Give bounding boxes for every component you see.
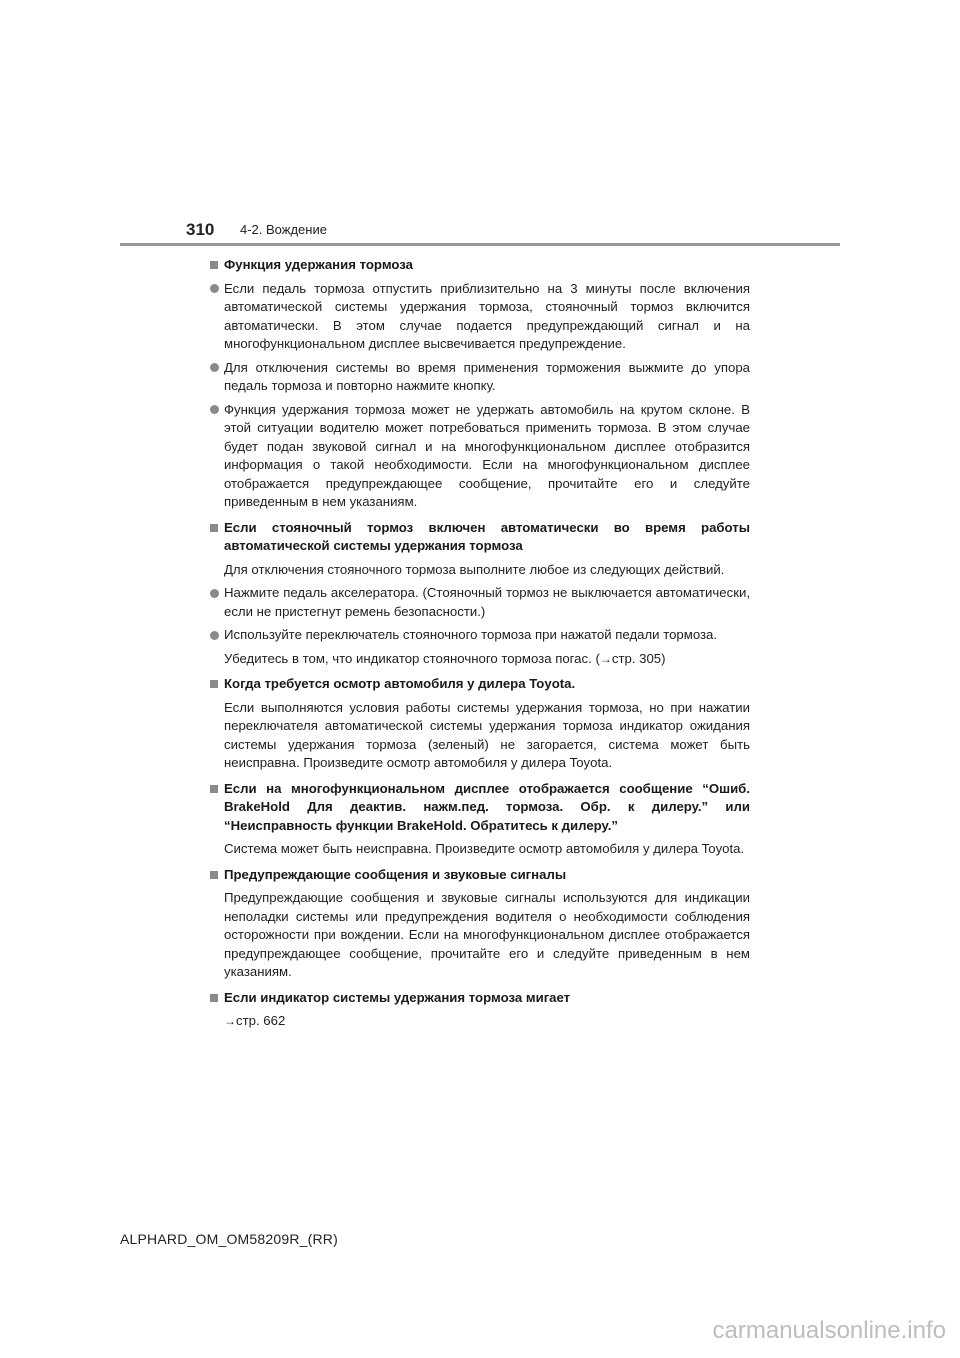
arrow-right-icon: →: [224, 1014, 236, 1028]
section-heading: Если стояночный тормоз включен автоматически во время работы автоматической системы удержания тормоза: [210, 519, 750, 556]
circle-bullet-icon: [210, 280, 224, 299]
section-indicator-flashing: [210, 989, 750, 1031]
section-heading: Функция удержания тормоза: [210, 256, 750, 275]
section-heading: Если индикатор системы удержания тормоза мигает: [210, 989, 750, 1008]
header-divider: [120, 243, 840, 246]
page-link[interactable]: стр. 305): [611, 650, 666, 666]
section-warning-messages: [210, 866, 750, 982]
circle-bullet-icon: [210, 401, 224, 420]
section-reference-line: [210, 1012, 750, 1031]
circle-bullet-icon: [210, 584, 224, 603]
section-reference: 4-2. Вождение: [240, 222, 327, 237]
arrow-right-icon: →: [599, 651, 612, 666]
section-text: Предупреждающие сообщения и звуковые сигналы используются для индикации неполадки системы или предупреждения водителя о необходимости соблюдения осторожности при вождении. Если на многофункциональном дисплее отображается предупреждающее сообщение, прочитайте его и следуйте приведенным в нем указаниям.: [224, 890, 750, 979]
watermark: carmanualsonline.info: [712, 1317, 946, 1344]
bullet-item: Используйте переключатель стояночного тормоза при нажатой педали тормоза.: [210, 626, 750, 645]
square-bullet-icon: [210, 780, 224, 799]
square-bullet-icon: [210, 675, 224, 694]
section-heading: Когда требуется осмотр автомобиля у дилера Toyota.: [210, 675, 750, 694]
page-number: 310: [186, 220, 215, 239]
bullet-item: Функция удержания тормоза может не удержать автомобиль на крутом склоне. В этой ситуации водителю может потребоваться применить тормоза. В этом случае будет подан звуковой сигнал и на многофункциональном дисплее отобразится информация о такой необходимости. Если на многофункциональном дисплее отображается предупреждающее сообщение, прочитайте его и следуйте приведенным в нем указаниям.: [210, 401, 750, 512]
section-intro: Для отключения стояночного тормоза выполните любое из следующих действий.: [224, 561, 725, 577]
square-bullet-icon: [210, 519, 224, 538]
page-content: [210, 256, 750, 1038]
section-heading: Предупреждающие сообщения и звуковые сигналы: [210, 866, 750, 885]
section-outro: Убедитесь в том, что индикатор стояночного тормоза погас. (→стр. 305): [224, 650, 666, 666]
section-parking-brake-auto: [210, 519, 750, 669]
circle-bullet-icon: [210, 359, 224, 378]
section-dealer-inspection: [210, 675, 750, 773]
section-error-message: [210, 780, 750, 859]
section-brake-hold-function: [210, 256, 750, 512]
square-bullet-icon: [210, 256, 224, 275]
bullet-item: Нажмите педаль акселератора. (Стояночный тормоз не выключается автоматически, если не пристегнут ремень безопасности.): [210, 584, 750, 621]
page-link[interactable]: стр. 662: [236, 1013, 286, 1028]
section-heading: Если на многофункциональном дисплее отображается сообщение “Ошиб. BrakeHold Для деактив. нажм.пед. тормоза. Обр. к дилеру.” или “Неисправность функции BrakeHold. Обратитесь к дилеру.”: [210, 780, 750, 836]
document-code: ALPHARD_OM_OM58209R_(RR): [120, 1231, 338, 1247]
square-bullet-icon: [210, 866, 224, 885]
square-bullet-icon: [210, 989, 224, 1008]
section-text: Система может быть неисправна. Произведите осмотр автомобиля у дилера Toyota.: [224, 841, 745, 856]
bullet-item: Для отключения системы во время применения торможения выжмите до упора педаль тормоза и повторно нажмите кнопку.: [210, 359, 750, 396]
circle-bullet-icon: [210, 626, 224, 645]
bullet-item: Если педаль тормоза отпустить приблизительно на 3 минуты после включения автоматической системы удержания тормоза, стояночный тормоз включится автоматически. В этом случае подается предупреждающий сигнал и на многофункциональном дисплее высвечивается предупреждение.: [210, 280, 750, 354]
section-text: Если выполняются условия работы системы удержания тормоза, но при нажатии переключателя автоматической системы удержания тормоза индикатор ожидания системы удержания тормоза (зеленый) не загорается, система может быть неисправна. Произведите осмотр автомобиля у дилера Toyota.: [224, 699, 750, 770]
